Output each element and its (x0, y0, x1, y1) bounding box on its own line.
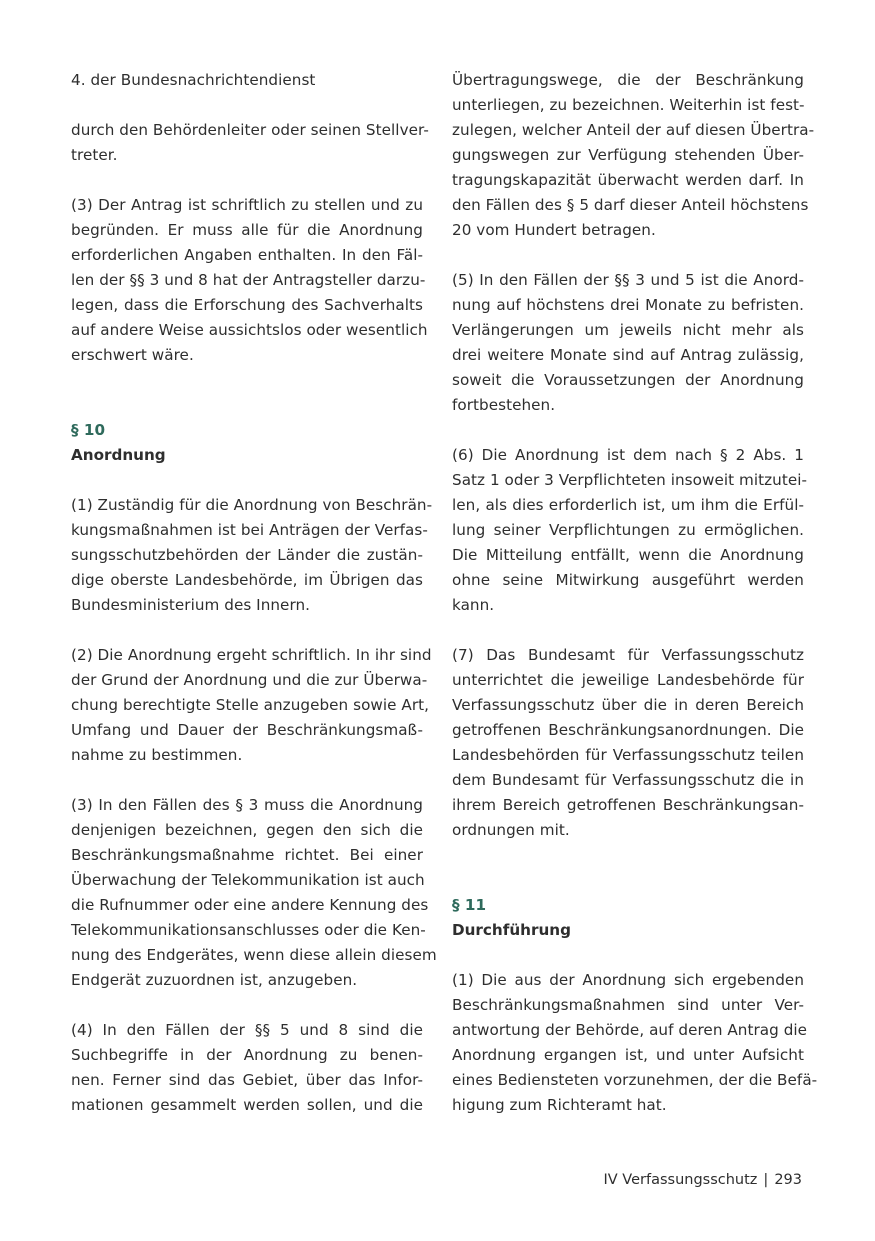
text-line: gungswegen zur Verfügung stehenden Über- (452, 146, 804, 164)
section-10-paragraph-7 (452, 643, 804, 843)
text-line: nen. Ferner sind das Gebiet, über das Infor- (71, 1071, 423, 1089)
text-line: eines Bediensteten vorzunehmen, der die Befä- (452, 1071, 818, 1089)
text-line: 20 vom Hundert betragen. (452, 221, 656, 239)
text-line: dem Bundesamt für Verfassungsschutz die in (452, 771, 804, 789)
text-line: Suchbegriffe in der Anordnung zu benen- (71, 1046, 423, 1064)
right-column (452, 68, 818, 1143)
page-footer (604, 1168, 803, 1193)
text-line: kungsmaßnahmen ist bei Anträgen der Verfas- (71, 521, 428, 539)
page-number: 293 (774, 1172, 802, 1188)
section-10-number: § 10 (71, 421, 106, 439)
text-line: die Rufnummer oder eine andere Kennung des (71, 896, 429, 914)
text-line: Beschränkungsmaßnahmen sind unter Ver- (452, 996, 804, 1014)
text-line: auf andere Weise aussichtslos oder wesentlich (71, 321, 428, 339)
text-line: chung berechtigte Stelle anzugeben sowie Art, (71, 696, 430, 714)
section-11-paragraph-1 (452, 968, 818, 1118)
section-11-number: § 11 (452, 896, 487, 914)
text-line: den Fällen des § 5 darf dieser Anteil höchstens (452, 196, 809, 214)
paragraph-3-antrag (71, 193, 428, 368)
text-line: legen, dass die Erforschung des Sachverhalts (71, 296, 423, 314)
text-line: der Grund der Anordnung und die zur Überwa- (71, 671, 428, 689)
text-line: lung seiner Verpflichtungen zu ermöglichen. (452, 521, 804, 539)
text-line: zulegen, welcher Anteil der auf diesen Übertra- (452, 121, 815, 139)
text-line: (4) In den Fällen der §§ 5 und 8 sind die (71, 1021, 423, 1039)
text-line: (1) Die aus der Anordnung sich ergebenden (452, 971, 804, 989)
list-item-4 (71, 68, 423, 93)
text-line: getroffenen Beschränkungsanordnungen. Die (452, 721, 804, 739)
text-line: 4. der Bundesnachrichtendienst (71, 71, 316, 89)
text-line: kann. (452, 596, 495, 614)
text-line: ihrem Bereich getroffenen Beschränkungsan- (452, 796, 804, 814)
text-line: nung des Endgerätes, wenn diese allein diesem (71, 946, 437, 964)
text-line: unterliegen, zu bezeichnen. Weiterhin ist fest- (452, 96, 805, 114)
text-line: dige oberste Landesbehörde, im Übrigen das (71, 571, 423, 589)
paragraph-behoerdenleiter (71, 118, 429, 168)
text-line: treter. (71, 146, 118, 164)
section-gap (452, 868, 804, 893)
section-10-paragraph-6 (452, 443, 808, 618)
text-line: Telekommunikationsanschlusses oder die Ken- (71, 921, 426, 939)
text-line: unterrichtet die jeweilige Landesbehörde für (452, 671, 804, 689)
text-line: ordnungen mit. (452, 821, 570, 839)
left-column (71, 68, 437, 1143)
text-line: ohne seine Mitwirkung ausgeführt werden (452, 571, 804, 589)
text-line: len der §§ 3 und 8 hat der Antragsteller darzu- (71, 271, 426, 289)
section-10-paragraph-1 (71, 493, 433, 618)
text-line: tragungskapazität überwacht werden darf. In (452, 171, 804, 189)
section-10-paragraph-3 (71, 793, 437, 993)
text-line: sungsschutzbehörden der Länder die zustän- (71, 546, 423, 564)
section-10-paragraph-4-continued (452, 68, 815, 243)
text-line: higung zum Richteramt hat. (452, 1096, 667, 1114)
text-line: erforderlichen Angaben enthalten. In den Fäl- (71, 246, 423, 264)
text-line: Verlängerungen um jeweils nicht mehr als (452, 321, 804, 339)
text-line: Landesbehörden für Verfassungsschutz teilen (452, 746, 804, 764)
text-line: Beschränkungsmaßnahme richtet. Bei einer (71, 846, 423, 864)
text-line: (2) Die Anordnung ergeht schriftlich. In ihr sind (71, 646, 432, 664)
text-line: Übertragungswege, die der Beschränkung (452, 71, 804, 89)
text-line: mationen gesammelt werden sollen, und die (71, 1096, 423, 1114)
text-line: drei weitere Monate sind auf Antrag zulässig, (452, 346, 804, 364)
text-line: begründen. Er muss alle für die Anordnung (71, 221, 423, 239)
text-line: Bundesministerium des Innern. (71, 596, 311, 614)
text-line: Endgerät zuzuordnen ist, anzugeben. (71, 971, 358, 989)
section-gap (71, 393, 423, 418)
text-line: erschwert wäre. (71, 346, 194, 364)
section-10-paragraph-4 (71, 1018, 423, 1118)
section-10-paragraph-5 (452, 268, 804, 418)
section-11-title: Durchführung (452, 921, 571, 939)
section-10-title: Anordnung (71, 446, 166, 464)
footer-separator: | (763, 1172, 769, 1188)
text-line: durch den Behördenleiter oder seinen Stellver- (71, 121, 429, 139)
section-10-paragraph-2 (71, 643, 432, 768)
footer-chapter: IV Verfassungsschutz (603, 1172, 758, 1188)
text-line: Überwachung der Telekommunikation ist auch (71, 871, 425, 889)
text-line: fortbestehen. (452, 396, 556, 414)
text-line: antwortung der Behörde, auf deren Antrag die (452, 1021, 808, 1039)
text-line: (7) Das Bundesamt für Verfassungsschutz (452, 646, 804, 664)
text-line: Verfassungsschutz über die in deren Bereich (452, 696, 804, 714)
text-line: nahme zu bestimmen. (71, 746, 243, 764)
text-line: (3) In den Fällen des § 3 muss die Anordnung (71, 796, 423, 814)
text-line: Umfang und Dauer der Beschränkungsmaß- (71, 721, 423, 739)
text-line: (3) Der Antrag ist schriftlich zu stellen und zu (71, 196, 423, 214)
text-line: (6) Die Anordnung ist dem nach § 2 Abs. 1 (452, 446, 804, 464)
text-line: denjenigen bezeichnen, gegen den sich die (71, 821, 423, 839)
text-line: (5) In den Fällen der §§ 3 und 5 ist die Anord- (452, 271, 804, 289)
text-line: Die Mitteilung entfällt, wenn die Anordnung (452, 546, 804, 564)
text-line: Satz 1 oder 3 Verpflichteten insoweit mitzutei- (452, 471, 808, 489)
text-line: soweit die Voraussetzungen der Anordnung (452, 371, 804, 389)
text-line: nung auf höchstens drei Monate zu befristen. (452, 296, 804, 314)
text-line: (1) Zuständig für die Anordnung von Beschrän- (71, 496, 433, 514)
text-line: len, als dies erforderlich ist, um ihm die Erfül- (452, 496, 804, 514)
text-line: Anordnung ergangen ist, und unter Aufsicht (452, 1046, 804, 1064)
